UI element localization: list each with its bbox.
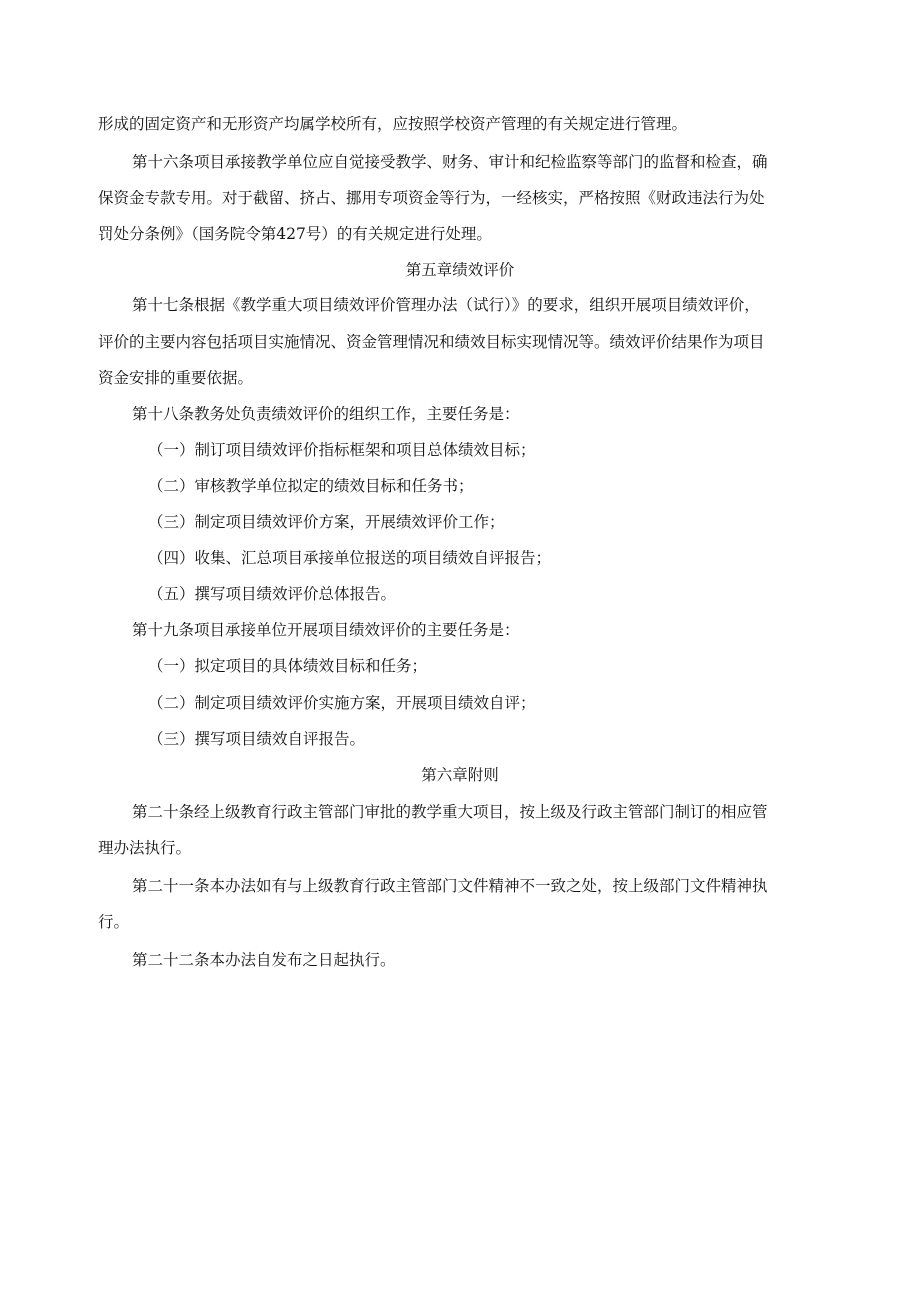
article-19-item: （二）制定项目绩效评价实施方案，开展项目绩效自评； (148, 694, 536, 712)
article-16-line-3: 罚处分条例》（国务院令第427号）的有关规定进行处理。 (98, 225, 492, 243)
chapter-6-heading: 第六章附则 (421, 766, 499, 784)
paragraph-line: 形成的固定资产和无形资产均属学校所有，应按照学校资产管理的有关规定进行管理。 (98, 115, 688, 133)
article-21-line-2: 行。 (98, 913, 130, 931)
article-18-item: （三）制定项目绩效评价方案，开展绩效评价工作； (148, 513, 505, 531)
article-22-line: 第二十二条本办法自发布之日起执行。 (132, 951, 396, 969)
article-17-line-1: 第十七条根据《教学重大项目绩效评价管理办法（试行）》的要求，组织开展项目绩效评价， (132, 296, 760, 314)
article-21-line-1: 第二十一条本办法如有与上级教育行政主管部门文件精神不一致之处，按上级部门文件精神执 (132, 877, 768, 895)
article-18-item: （一）制订项目绩效评价指标框架和项目总体绩效目标； (148, 441, 536, 459)
article-17-line-2: 评价的主要内容包括项目实施情况、资金管理情况和绩效目标实现情况等。绩效评价结果作为项目 (98, 333, 765, 351)
article-20-line-1: 第二十条经上级教育行政主管部门审批的教学重大项目，按上级及行政主管部门制订的相应管 (132, 803, 768, 821)
chapter-5-heading: 第五章绩效评价 (405, 261, 515, 279)
article-18-item: （二）审核教学单位拟定的绩效目标和任务书； (148, 477, 474, 495)
article-20-line-2: 理办法执行。 (98, 839, 192, 857)
article-19-item: （一）拟定项目的具体绩效目标和任务； (148, 657, 428, 675)
article-19-item: （三）撰写项目绩效自评报告。 (148, 730, 366, 748)
article-17-line-3: 资金安排的重要依据。 (98, 369, 254, 387)
article-19-line: 第十九条项目承接单位开展项目绩效评价的主要任务是： (132, 621, 520, 639)
article-18-item: （五）撰写项目绩效评价总体报告。 (148, 585, 397, 603)
article-16-line-1: 第十六条项目承接教学单位应自觉接受教学、财务、审计和纪检监察等部门的监督和检查，确 (132, 153, 768, 171)
article-16-line-2: 保资金专款专用。对于截留、挤占、挪用专项资金等行为，一经核实，严格按照《财政违法行为处 (98, 189, 765, 207)
article-18-item: （四）收集、汇总项目承接单位报送的项目绩效自评报告； (148, 549, 552, 567)
article-18-line: 第十八条教务处负责绩效评价的组织工作，主要任务是： (132, 405, 520, 423)
